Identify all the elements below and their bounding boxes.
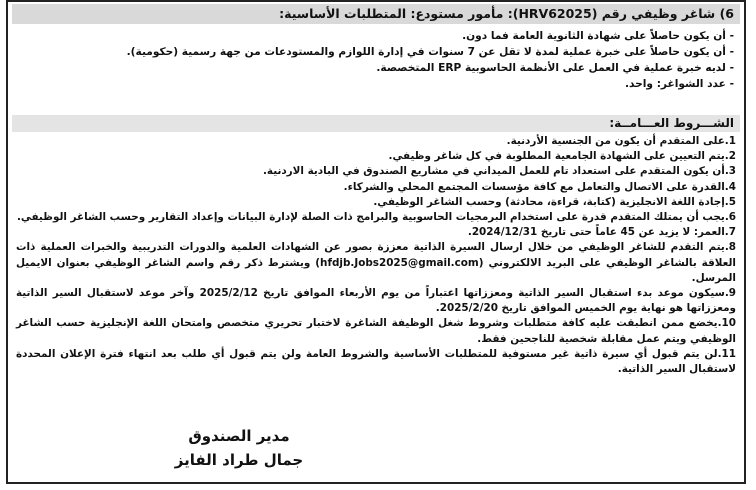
condition-item: 7.العمر: لا يزيد عن 45 عاماً حتى تاريخ 2024/12/31.: [467, 226, 736, 239]
signature-block: [154, 424, 324, 472]
requirement-item: - لديه خبرة عملية في العمل على الأنظمة الحاسوبية ERP المتخصصة.: [376, 62, 734, 74]
condition-item: 1.على المتقدم أن يكون من الجنسية الأردنية.: [506, 135, 736, 147]
condition-item: 9.سيكون موعد بدء استقبال السير الذاتية ومعززاتها اعتباراً من يوم الأربعاء الموافق تاريخ 2025/2/12 وآخر موعد لاستقبال السير الذاتية ومعززاتها هو نهاية يوم الخميس الموافق تاريخ 2025/2/20.: [16, 287, 737, 315]
vacancy-header: 6) شاغر وظيفي رقم (HRV62025): مأمور مستودع: المتطلبات الأساسية:: [12, 4, 740, 24]
signature-title: مدير الصندوق: [188, 427, 290, 445]
general-conditions-heading: الشـــروط العـــامــة:: [12, 115, 740, 132]
condition-item: 8.يتم التقدم للشاغر الوظيفي من خلال ارسال السيرة الذاتية معززة بصور عن الشهادات العلمية والدورات التدريبية والخبرات العملية ذات العلاقة بالشاغر الوظيفي على البريد الالكتروني (hfdjb.Jobs2025@gmail.com) ويشترط ذكر رقم واسم الشاغر الوظيفي بعنوان الايميل المرسل.: [16, 241, 736, 284]
condition-item: 4.القدرة على الاتصال والتعامل مع كافة مؤسسات المجتمع المحلي والشركاء.: [343, 180, 736, 193]
condition-item: 2.يتم التعيين على الشهادة الجامعية المطلوبة في كل شاغر وظيفي.: [388, 150, 736, 163]
condition-item: 5.إجادة اللغة الانجليزية (كتابة، قراءة، محادثة) وحسب الشاغر الوظيفي.: [373, 195, 736, 208]
requirement-item: - أن يكون حاصلاً على شهادة الثانوية العامة فما دون.: [462, 30, 734, 42]
job-announcement: [6, 0, 746, 484]
condition-item: 11.لن يتم قبول أي سيرة ذاتية غير مستوفية للمتطلبات الأساسية والشروط العامة ولن يتم قبول أي طلب بعد انتهاء فترة الإعلان المحددة لاستقبال السير الذاتية.: [16, 347, 736, 376]
general-conditions-list: [16, 134, 736, 377]
condition-item: 10.يخضع ممن انطبقت عليه كافة متطلبات وشروط شغل الوظيفة الشاغرة لاختبار تحريري متخصص وامتحان اللغة الإنجليزية حسب الشاغر الوظيفي ويتم عمل مقابلة شخصية للناجحين فقط.: [16, 317, 736, 345]
condition-item: 3.أن يكون المتقدم على استعداد تام للعمل الميداني في مشاريع الصندوق في البادية الاردنية.: [262, 165, 736, 178]
requirement-item: - عدد الشواغر: واحد.: [625, 78, 734, 90]
basic-requirements-list: [16, 28, 734, 92]
requirement-item: - أن يكون حاصلاً على خبرة عملية لمدة لا تقل عن 7 سنوات في إدارة اللوازم والمستودعات من جهة رسمية (حكومية).: [126, 46, 734, 58]
signature-name: جمال طراد الفايز: [174, 451, 304, 469]
condition-item: 6.يجب أن يمتلك المتقدم قدرة على استخدام البرمجيات الحاسوبية والبرامج ذات الصلة لإدارة البيانات وإعداد التقارير وحسب الشاغر الوظيفي.: [16, 211, 736, 224]
